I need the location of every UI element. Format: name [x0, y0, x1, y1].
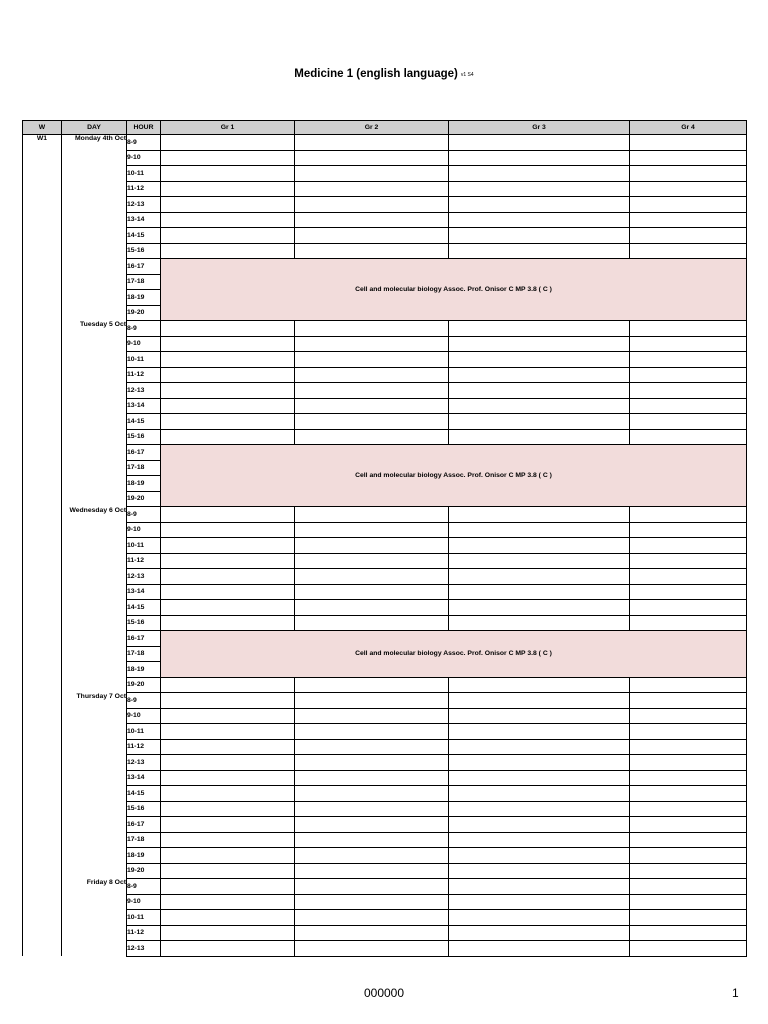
group-cell	[630, 786, 747, 802]
schedule-row	[23, 879, 747, 895]
hour-cell: 14-15	[127, 786, 161, 802]
group-cell	[449, 894, 630, 910]
hour-cell: 15-16	[127, 243, 161, 259]
schedule-body	[23, 135, 747, 957]
group-cell	[630, 770, 747, 786]
schedule-row	[23, 631, 747, 647]
hour-cell: 14-15	[127, 600, 161, 616]
group-cell	[449, 336, 630, 352]
group-cell	[295, 708, 449, 724]
group-cell	[630, 879, 747, 895]
group-cell	[630, 677, 747, 693]
group-cell	[161, 786, 295, 802]
group-cell	[295, 693, 449, 709]
document-title	[0, 68, 768, 80]
group-cell	[295, 181, 449, 197]
hour-cell: 12-13	[127, 941, 161, 957]
group-cell	[630, 414, 747, 430]
group-cell	[295, 832, 449, 848]
group-cell	[630, 848, 747, 864]
schedule-row	[23, 770, 747, 786]
schedule-row	[23, 786, 747, 802]
hour-cell: 8-9	[127, 135, 161, 151]
hour-cell: 17-18	[127, 274, 161, 290]
group-cell	[449, 600, 630, 616]
group-cell	[630, 336, 747, 352]
hour-cell: 11-12	[127, 367, 161, 383]
group-cell	[630, 352, 747, 368]
group-cell	[295, 243, 449, 259]
group-cell	[295, 569, 449, 585]
hour-cell: 9-10	[127, 150, 161, 166]
group-cell	[161, 879, 295, 895]
group-cell	[161, 522, 295, 538]
group-cell	[449, 910, 630, 926]
group-cell	[161, 538, 295, 554]
schedule-row	[23, 367, 747, 383]
schedule-row	[23, 615, 747, 631]
hour-cell: 8-9	[127, 321, 161, 337]
group-cell	[161, 894, 295, 910]
group-cell	[295, 228, 449, 244]
hour-cell: 10-11	[127, 538, 161, 554]
group-cell	[630, 429, 747, 445]
schedule-row	[23, 135, 747, 151]
hour-cell: 16-17	[127, 631, 161, 647]
group-cell	[449, 584, 630, 600]
group-cell	[161, 321, 295, 337]
hour-cell: 13-14	[127, 584, 161, 600]
hour-cell: 15-16	[127, 429, 161, 445]
group-cell	[449, 181, 630, 197]
group-cell	[161, 367, 295, 383]
hour-cell: 19-20	[127, 305, 161, 321]
group-cell	[449, 817, 630, 833]
header-w: W	[23, 121, 62, 135]
lecture-block: Cell and molecular biology Assoc. Prof. Onisor C MP 3.8 ( C )	[161, 445, 747, 507]
hour-cell: 11-12	[127, 553, 161, 569]
group-cell	[161, 352, 295, 368]
group-cell	[630, 367, 747, 383]
schedule-row	[23, 584, 747, 600]
group-cell	[295, 863, 449, 879]
schedule-row	[23, 321, 747, 337]
group-cell	[295, 848, 449, 864]
hour-cell: 16-17	[127, 817, 161, 833]
group-cell	[630, 135, 747, 151]
hour-cell: 15-16	[127, 615, 161, 631]
schedule-row	[23, 832, 747, 848]
group-cell	[449, 398, 630, 414]
group-cell	[449, 693, 630, 709]
group-cell	[630, 925, 747, 941]
hour-cell: 19-20	[127, 863, 161, 879]
day-label: Wednesday 6 Oct	[62, 507, 127, 693]
group-cell	[449, 755, 630, 771]
group-cell	[630, 243, 747, 259]
group-cell	[295, 584, 449, 600]
schedule-row	[23, 941, 747, 957]
hour-cell: 10-11	[127, 166, 161, 182]
hour-cell: 14-15	[127, 414, 161, 430]
group-cell	[161, 398, 295, 414]
group-cell	[161, 832, 295, 848]
group-cell	[161, 228, 295, 244]
group-cell	[449, 848, 630, 864]
hour-cell: 8-9	[127, 693, 161, 709]
schedule-row	[23, 197, 747, 213]
group-cell	[295, 367, 449, 383]
day-label: Thursday 7 Oct	[62, 693, 127, 879]
group-cell	[295, 522, 449, 538]
group-cell	[630, 166, 747, 182]
group-cell	[449, 615, 630, 631]
group-cell	[161, 941, 295, 957]
day-label: Monday 4th Oct	[62, 135, 127, 321]
schedule-row	[23, 863, 747, 879]
schedule-row	[23, 925, 747, 941]
group-cell	[630, 553, 747, 569]
group-cell	[449, 166, 630, 182]
hour-cell: 9-10	[127, 894, 161, 910]
group-cell	[449, 553, 630, 569]
group-cell	[295, 879, 449, 895]
group-cell	[630, 398, 747, 414]
group-cell	[630, 584, 747, 600]
group-cell	[449, 724, 630, 740]
group-cell	[161, 569, 295, 585]
group-cell	[630, 212, 747, 228]
group-cell	[295, 135, 449, 151]
group-cell	[161, 507, 295, 523]
group-cell	[630, 150, 747, 166]
header-hour: HOUR	[127, 121, 161, 135]
hour-cell: 12-13	[127, 569, 161, 585]
group-cell	[161, 708, 295, 724]
hour-cell: 9-10	[127, 522, 161, 538]
hour-cell: 12-13	[127, 383, 161, 399]
group-cell	[295, 166, 449, 182]
group-cell	[295, 538, 449, 554]
group-cell	[449, 352, 630, 368]
group-cell	[161, 693, 295, 709]
hour-cell: 10-11	[127, 352, 161, 368]
hour-cell: 19-20	[127, 491, 161, 507]
group-cell	[630, 693, 747, 709]
group-cell	[161, 910, 295, 926]
group-cell	[449, 863, 630, 879]
hour-cell: 8-9	[127, 507, 161, 523]
group-cell	[161, 925, 295, 941]
group-cell	[630, 708, 747, 724]
schedule-row	[23, 538, 747, 554]
hour-cell: 12-13	[127, 755, 161, 771]
schedule-row	[23, 181, 747, 197]
schedule-row	[23, 429, 747, 445]
group-cell	[295, 336, 449, 352]
footer-code: 000000	[363, 986, 405, 1000]
hour-cell: 17-18	[127, 832, 161, 848]
header-gr2: Gr 2	[295, 121, 449, 135]
group-cell	[630, 538, 747, 554]
schedule-row	[23, 693, 747, 709]
schedule-row	[23, 150, 747, 166]
schedule-row	[23, 894, 747, 910]
group-cell	[295, 817, 449, 833]
schedule-row	[23, 445, 747, 461]
group-cell	[161, 212, 295, 228]
hour-cell: 8-9	[127, 879, 161, 895]
group-cell	[449, 197, 630, 213]
hour-cell: 17-18	[127, 460, 161, 476]
group-cell	[449, 522, 630, 538]
schedule-row	[23, 259, 747, 275]
group-cell	[449, 786, 630, 802]
group-cell	[295, 724, 449, 740]
group-cell	[449, 243, 630, 259]
group-cell	[161, 739, 295, 755]
group-cell	[630, 739, 747, 755]
group-cell	[630, 832, 747, 848]
group-cell	[295, 507, 449, 523]
group-cell	[161, 615, 295, 631]
group-cell	[449, 429, 630, 445]
schedule-row	[23, 848, 747, 864]
hour-cell: 18-19	[127, 662, 161, 678]
group-cell	[449, 739, 630, 755]
group-cell	[295, 801, 449, 817]
hour-cell: 11-12	[127, 181, 161, 197]
hour-cell: 18-19	[127, 476, 161, 492]
schedule-row	[23, 352, 747, 368]
group-cell	[449, 708, 630, 724]
group-cell	[295, 677, 449, 693]
group-cell	[449, 569, 630, 585]
group-cell	[295, 925, 449, 941]
group-cell	[630, 910, 747, 926]
group-cell	[295, 755, 449, 771]
group-cell	[449, 383, 630, 399]
group-cell	[295, 910, 449, 926]
schedule-row	[23, 507, 747, 523]
schedule-row	[23, 708, 747, 724]
group-cell	[295, 894, 449, 910]
group-cell	[295, 553, 449, 569]
header-gr3: Gr 3	[449, 121, 630, 135]
group-cell	[161, 150, 295, 166]
group-cell	[630, 181, 747, 197]
schedule-row	[23, 336, 747, 352]
schedule-row	[23, 383, 747, 399]
schedule-row	[23, 755, 747, 771]
group-cell	[630, 801, 747, 817]
group-cell	[630, 197, 747, 213]
group-cell	[630, 522, 747, 538]
hour-cell: 9-10	[127, 336, 161, 352]
group-cell	[295, 212, 449, 228]
group-cell	[161, 336, 295, 352]
group-cell	[161, 817, 295, 833]
group-cell	[161, 166, 295, 182]
group-cell	[630, 228, 747, 244]
schedule-row	[23, 801, 747, 817]
group-cell	[295, 615, 449, 631]
group-cell	[295, 197, 449, 213]
group-cell	[630, 724, 747, 740]
group-cell	[449, 414, 630, 430]
lecture-block: Cell and molecular biology Assoc. Prof. Onisor C MP 3.8 ( C )	[161, 259, 747, 321]
header-day: DAY	[62, 121, 127, 135]
group-cell	[449, 507, 630, 523]
group-cell	[161, 414, 295, 430]
schedule-row	[23, 166, 747, 182]
title-text: Medicine 1 (english language)	[294, 68, 458, 80]
group-cell	[161, 600, 295, 616]
group-cell	[295, 739, 449, 755]
group-cell	[295, 941, 449, 957]
group-cell	[295, 414, 449, 430]
schedule-row	[23, 600, 747, 616]
schedule-row	[23, 414, 747, 430]
schedule-row	[23, 677, 747, 693]
group-cell	[630, 383, 747, 399]
day-label: Friday 8 Oct	[62, 879, 127, 957]
group-cell	[295, 398, 449, 414]
group-cell	[630, 615, 747, 631]
hour-cell: 12-13	[127, 197, 161, 213]
group-cell	[449, 538, 630, 554]
group-cell	[630, 755, 747, 771]
group-cell	[449, 135, 630, 151]
group-cell	[161, 429, 295, 445]
hour-cell: 13-14	[127, 398, 161, 414]
schedule-table	[22, 120, 747, 957]
schedule-row	[23, 522, 747, 538]
group-cell	[449, 801, 630, 817]
group-cell	[630, 507, 747, 523]
hour-cell: 10-11	[127, 724, 161, 740]
group-cell	[161, 243, 295, 259]
group-cell	[630, 600, 747, 616]
schedule-row	[23, 398, 747, 414]
schedule-row	[23, 817, 747, 833]
hour-cell: 17-18	[127, 646, 161, 662]
page-number: 1	[732, 986, 739, 1000]
group-cell	[295, 770, 449, 786]
group-cell	[295, 150, 449, 166]
hour-cell: 16-17	[127, 259, 161, 275]
group-cell	[630, 321, 747, 337]
group-cell	[449, 879, 630, 895]
hour-cell: 13-14	[127, 770, 161, 786]
group-cell	[161, 197, 295, 213]
header-gr4: Gr 4	[630, 121, 747, 135]
group-cell	[161, 770, 295, 786]
hour-cell: 18-19	[127, 848, 161, 864]
group-cell	[295, 786, 449, 802]
hour-cell: 19-20	[127, 677, 161, 693]
hour-cell: 18-19	[127, 290, 161, 306]
group-cell	[630, 817, 747, 833]
group-cell	[161, 801, 295, 817]
schedule-row	[23, 724, 747, 740]
week-label: W1	[23, 135, 62, 957]
day-label: Tuesday 5 Oct	[62, 321, 127, 507]
group-cell	[161, 135, 295, 151]
hour-cell: 9-10	[127, 708, 161, 724]
group-cell	[449, 321, 630, 337]
group-cell	[449, 212, 630, 228]
group-cell	[161, 848, 295, 864]
hour-cell: 10-11	[127, 910, 161, 926]
schedule-row	[23, 739, 747, 755]
group-cell	[449, 677, 630, 693]
group-cell	[161, 181, 295, 197]
group-cell	[449, 770, 630, 786]
group-cell	[630, 941, 747, 957]
schedule-row	[23, 228, 747, 244]
hour-cell: 16-17	[127, 445, 161, 461]
lecture-block: Cell and molecular biology Assoc. Prof. Onisor C MP 3.8 ( C )	[161, 631, 747, 678]
hour-cell: 15-16	[127, 801, 161, 817]
group-cell	[449, 832, 630, 848]
group-cell	[295, 321, 449, 337]
title-version: v1 S4	[460, 72, 474, 78]
group-cell	[161, 724, 295, 740]
group-cell	[161, 553, 295, 569]
group-cell	[630, 894, 747, 910]
group-cell	[161, 584, 295, 600]
hour-cell: 13-14	[127, 212, 161, 228]
group-cell	[630, 569, 747, 585]
group-cell	[630, 863, 747, 879]
group-cell	[161, 677, 295, 693]
schedule-row	[23, 212, 747, 228]
schedule-row	[23, 243, 747, 259]
header-row	[23, 121, 747, 135]
hour-cell: 11-12	[127, 925, 161, 941]
schedule-row	[23, 569, 747, 585]
group-cell	[295, 429, 449, 445]
group-cell	[449, 228, 630, 244]
schedule-row	[23, 910, 747, 926]
schedule-row	[23, 553, 747, 569]
group-cell	[161, 383, 295, 399]
group-cell	[449, 941, 630, 957]
group-cell	[449, 150, 630, 166]
group-cell	[295, 352, 449, 368]
group-cell	[161, 863, 295, 879]
hour-cell: 14-15	[127, 228, 161, 244]
group-cell	[449, 367, 630, 383]
group-cell	[295, 383, 449, 399]
group-cell	[161, 755, 295, 771]
group-cell	[295, 600, 449, 616]
hour-cell: 11-12	[127, 739, 161, 755]
header-gr1: Gr 1	[161, 121, 295, 135]
group-cell	[449, 925, 630, 941]
